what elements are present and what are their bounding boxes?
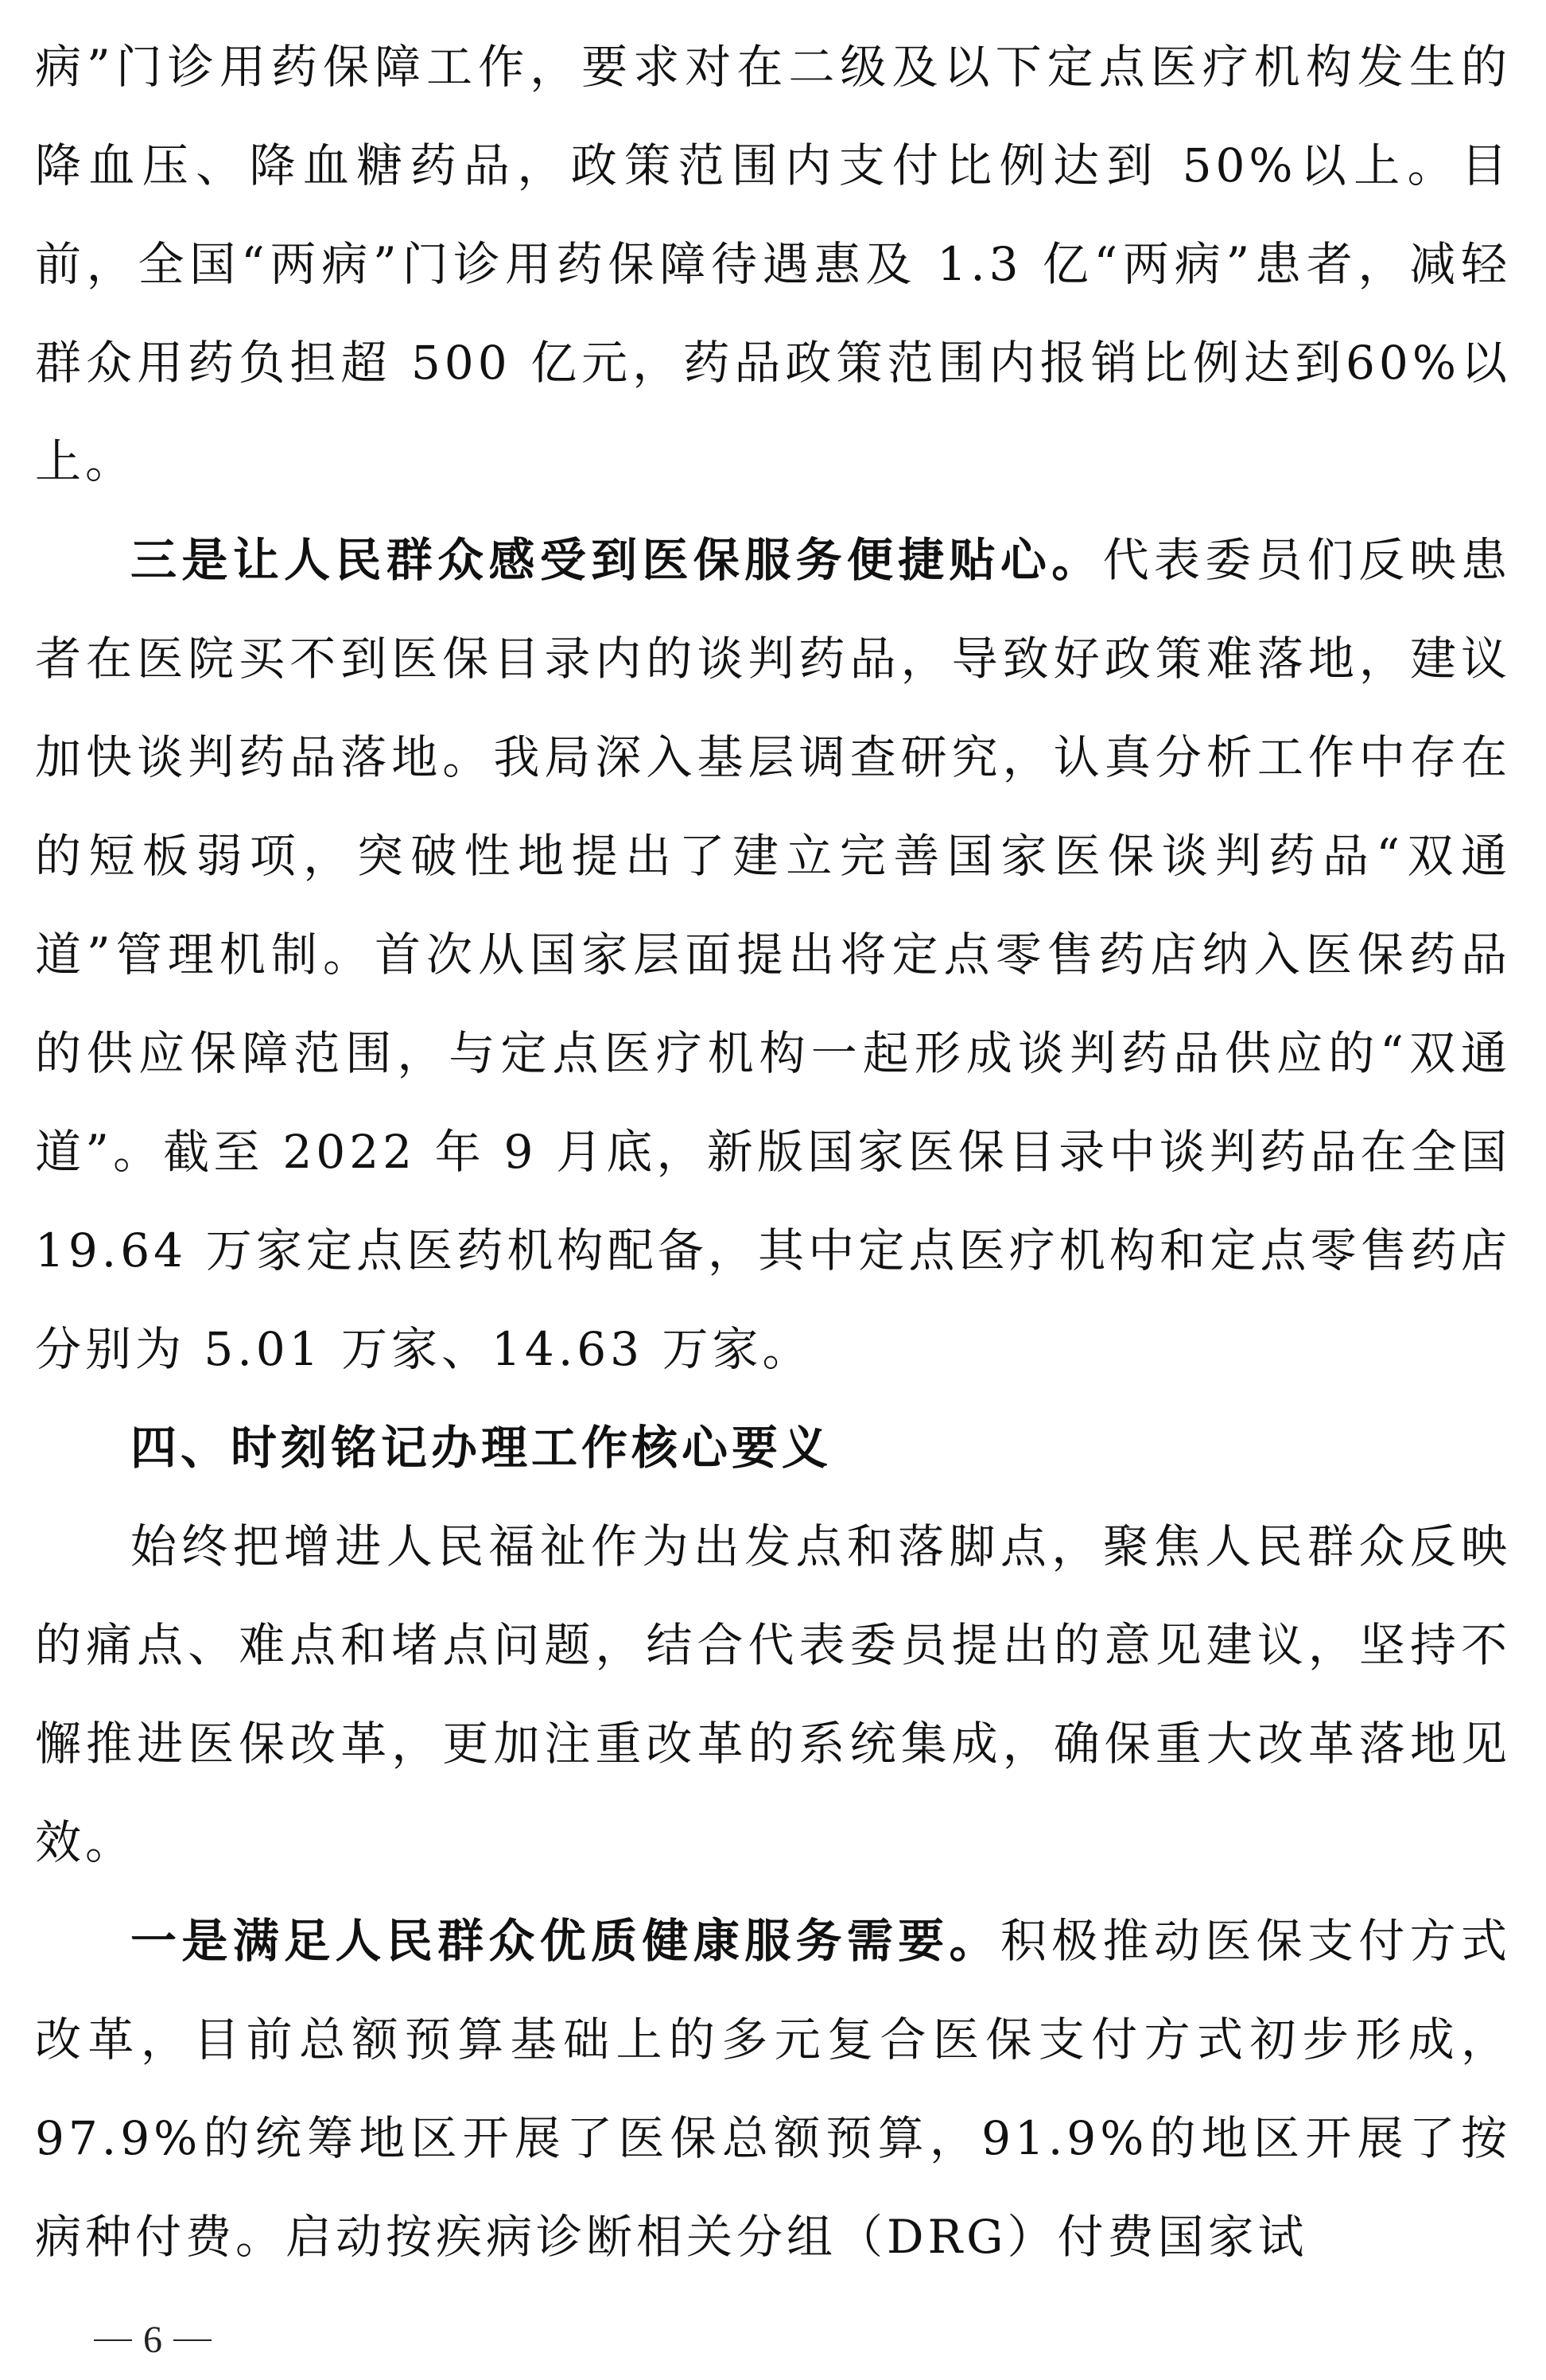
footer-dash-right: [173, 2339, 212, 2341]
paragraph-text: 积极推动医保支付方式改革，目前总额预算基础上的多元复合医保支付方式初步形成，97.9%的统筹地区开展了医保总额预算，91.9%的地区开展了按病种付费。启动按疾病诊断相关分组（DRG）付费国家试: [35, 1914, 1511, 2264]
paragraph-service-convenience: [35, 511, 1511, 1398]
body-text: [35, 18, 1511, 2286]
paragraph-lead-heading: 一是满足人民群众优质健康服务需要。: [130, 1914, 1000, 1968]
paragraph-section-intro: [35, 1497, 1511, 1892]
paragraph-lead-heading: 三是让人民群众感受到医保服务便捷贴心。: [130, 533, 1103, 587]
section-heading-text: 四、时刻铭记办理工作核心要义: [130, 1421, 833, 1475]
footer-dash-left: [94, 2339, 132, 2341]
paragraph-text: 代表委员们反映患者在医院买不到医保目录内的谈判药品，导致好政策难落地，建议加快谈判药品落地。我局深入基层调查研究，认真分析工作中存在的短板弱项，突破性地提出了建立完善国家医保谈判药品“双通道”管理机制。首次从国家层面提出将定点零售药店纳入医保药品的供应保障范围，与定点医疗机构一起形成谈判药品供应的“双通道”。截至 2022 年 9 月底，新版国家医保目录中谈判药品在全国 19.64 万家定点医药机构配备，其中定点医疗机构和定点零售药店分别为 5.01 万家、14.63 万家。: [35, 533, 1511, 1376]
page-footer: [94, 2316, 212, 2364]
paragraph-continued: [35, 18, 1511, 511]
paragraph-text: 病”门诊用药保障工作，要求对在二级及以下定点医疗机构发生的降血压、降血糖药品，政策范围内支付比例达到 50%以上。目前，全国“两病”门诊用药保障待遇惠及 1.3 亿“两病”患者，减轻群众用药负担超 500 亿元，药品政策范围内报销比例达到60%以上。: [35, 40, 1511, 488]
paragraph-health-services: [35, 1892, 1511, 2286]
page-number: 6: [143, 2319, 162, 2361]
section-heading: [35, 1398, 1511, 1497]
paragraph-text: 始终把增进人民福祉作为出发点和落脚点，聚焦人民群众反映的痛点、难点和堵点问题，结合代表委员提出的意见建议，坚持不懈推进医保改革，更加注重改革的系统集成，确保重大改革落地见效。: [35, 1519, 1511, 1869]
